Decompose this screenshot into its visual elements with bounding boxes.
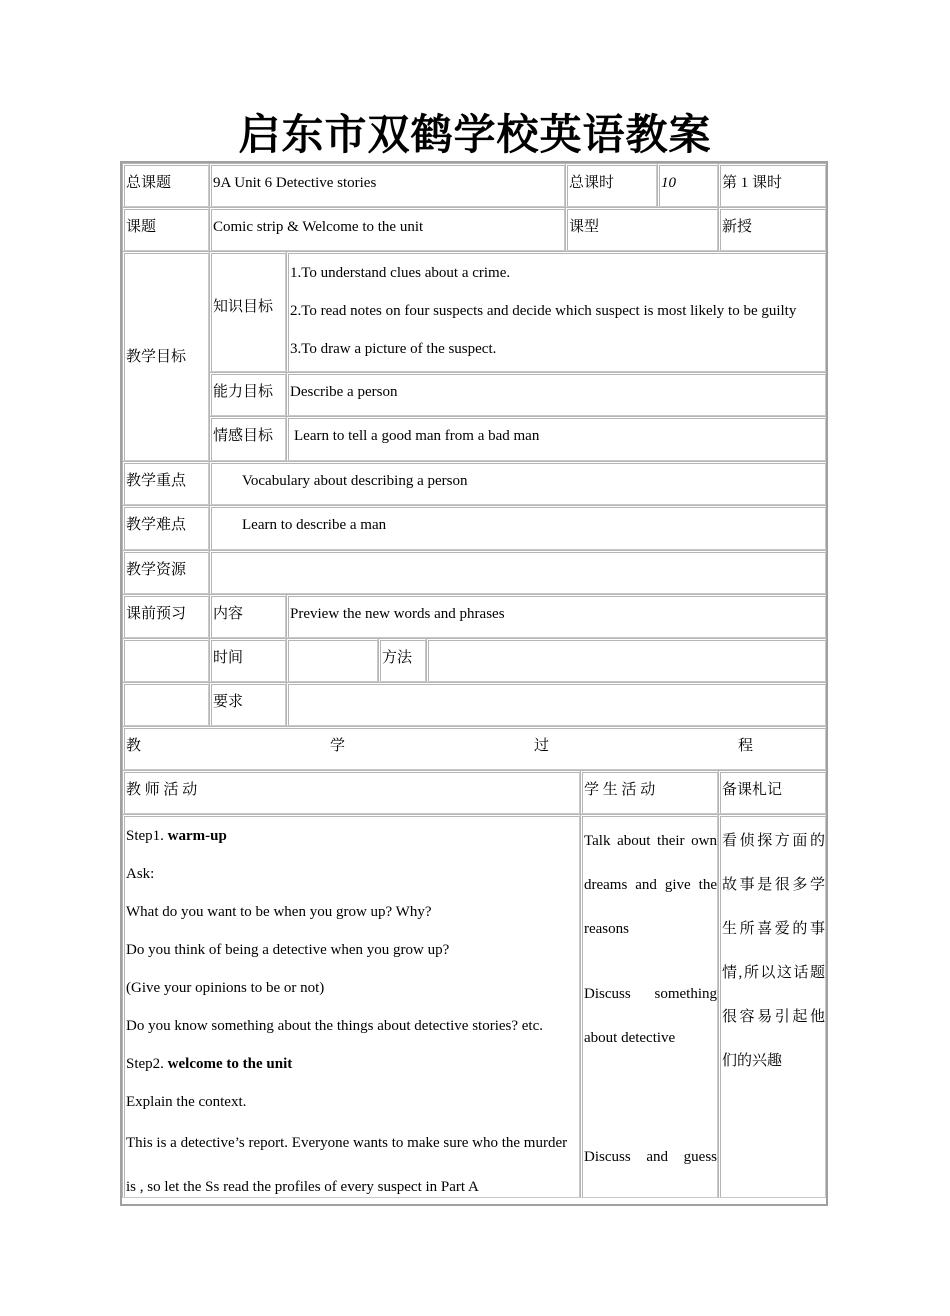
requirement-value [286, 682, 826, 726]
student-line: reasons [584, 921, 629, 937]
process-heading-char: 程 [737, 738, 753, 754]
notes-line: 情,所以这话题 [722, 965, 825, 981]
ability-label: 能力目标 [209, 372, 286, 416]
focus-label: 教学重点 [122, 461, 209, 505]
lesson-label: 课题 [122, 207, 209, 251]
ability-value: Describe a person [286, 372, 826, 416]
emotion-value: Learn to tell a good man from a bad man [286, 416, 826, 461]
teacher-line: What do you want to be when you grow up? Why? [126, 904, 432, 920]
difficulty-value: Learn to describe a man [209, 505, 826, 550]
notes-line: 很容易引起他 [722, 1009, 825, 1025]
resources-label: 教学资源 [122, 550, 209, 594]
emotion-label: 情感目标 [209, 416, 286, 461]
notes-header: 备课札记 [718, 770, 826, 814]
student-activity-header: 学 生 活 动 [580, 770, 718, 814]
time-label: 时间 [209, 638, 286, 682]
period-label: 第 1 课时 [718, 163, 826, 207]
knowledge-item: 1.To understand clues about a crime. [290, 265, 511, 281]
teacher-activity-header: 教 师 活 动 [122, 770, 580, 814]
process-heading [122, 726, 826, 770]
time-value [286, 638, 378, 682]
type-label: 课型 [565, 207, 718, 251]
teacher-line: Do you think of being a detective when you grow up? [126, 942, 450, 958]
student-line: Discuss something [584, 986, 717, 1002]
knowledge-items [286, 251, 826, 372]
teacher-line: This is a detective’s report. Everyone wants to make sure who the murder [126, 1135, 568, 1151]
difficulty-label: 教学难点 [122, 505, 209, 550]
content-label: 内容 [209, 594, 286, 638]
document-title: 启东市双鹤学校英语教案 [238, 110, 712, 159]
teacher-line: Explain the context. [126, 1094, 247, 1110]
lesson-value: Comic strip & Welcome to the unit [209, 207, 565, 251]
teacher-line: (Give your opinions to be or not) [126, 980, 325, 996]
process-heading-char: 学 [329, 738, 345, 754]
knowledge-item: 2.To read notes on four suspects and decide which suspect is most likely to be guilty [290, 303, 797, 319]
student-line: Discuss and guess [584, 1149, 717, 1165]
total-periods-value: 10 [657, 163, 718, 207]
resources-value [209, 550, 826, 594]
student-activity [580, 814, 718, 1198]
student-line: Talk about their own [584, 833, 717, 849]
student-line: dreams and give the [584, 877, 717, 893]
method-label: 方法 [378, 638, 426, 682]
course-title-label: 总课题 [122, 163, 209, 207]
preview-blank [122, 682, 209, 726]
notes-line: 生所喜爱的事 [722, 921, 825, 937]
knowledge-label: 知识目标 [209, 251, 286, 372]
teacher-line: Ask: [126, 866, 155, 882]
knowledge-item: 3.To draw a picture of the suspect. [290, 341, 497, 357]
method-value [426, 638, 826, 682]
process-heading-char: 教 [126, 738, 142, 754]
process-heading-char: 过 [533, 738, 549, 754]
content-value: Preview the new words and phrases [286, 594, 826, 638]
teacher-activity [122, 814, 580, 1198]
total-periods-label: 总课时 [565, 163, 657, 207]
preview-blank [122, 638, 209, 682]
teacher-line: Do you know something about the things about detective stories? etc. [126, 1018, 543, 1034]
requirement-label: 要求 [209, 682, 286, 726]
teacher-line: is , so let the Ss read the profiles of every suspect in Part A [126, 1179, 479, 1195]
notes-line: 们的兴趣 [722, 1053, 783, 1069]
preview-label: 课前预习 [122, 594, 209, 638]
lesson-notes [718, 814, 826, 1198]
notes-line: 故事是很多学 [722, 877, 825, 893]
course-title-value: 9A Unit 6 Detective stories [209, 163, 565, 207]
student-line: about detective [584, 1030, 676, 1046]
teacher-line: Step1. warm-up [126, 828, 227, 844]
objectives-label: 教学目标 [122, 251, 209, 461]
type-value: 新授 [718, 207, 826, 251]
focus-value: Vocabulary about describing a person [209, 461, 826, 505]
teacher-line: Step2. welcome to the unit [126, 1056, 293, 1072]
notes-line: 看侦探方面的 [722, 833, 825, 849]
